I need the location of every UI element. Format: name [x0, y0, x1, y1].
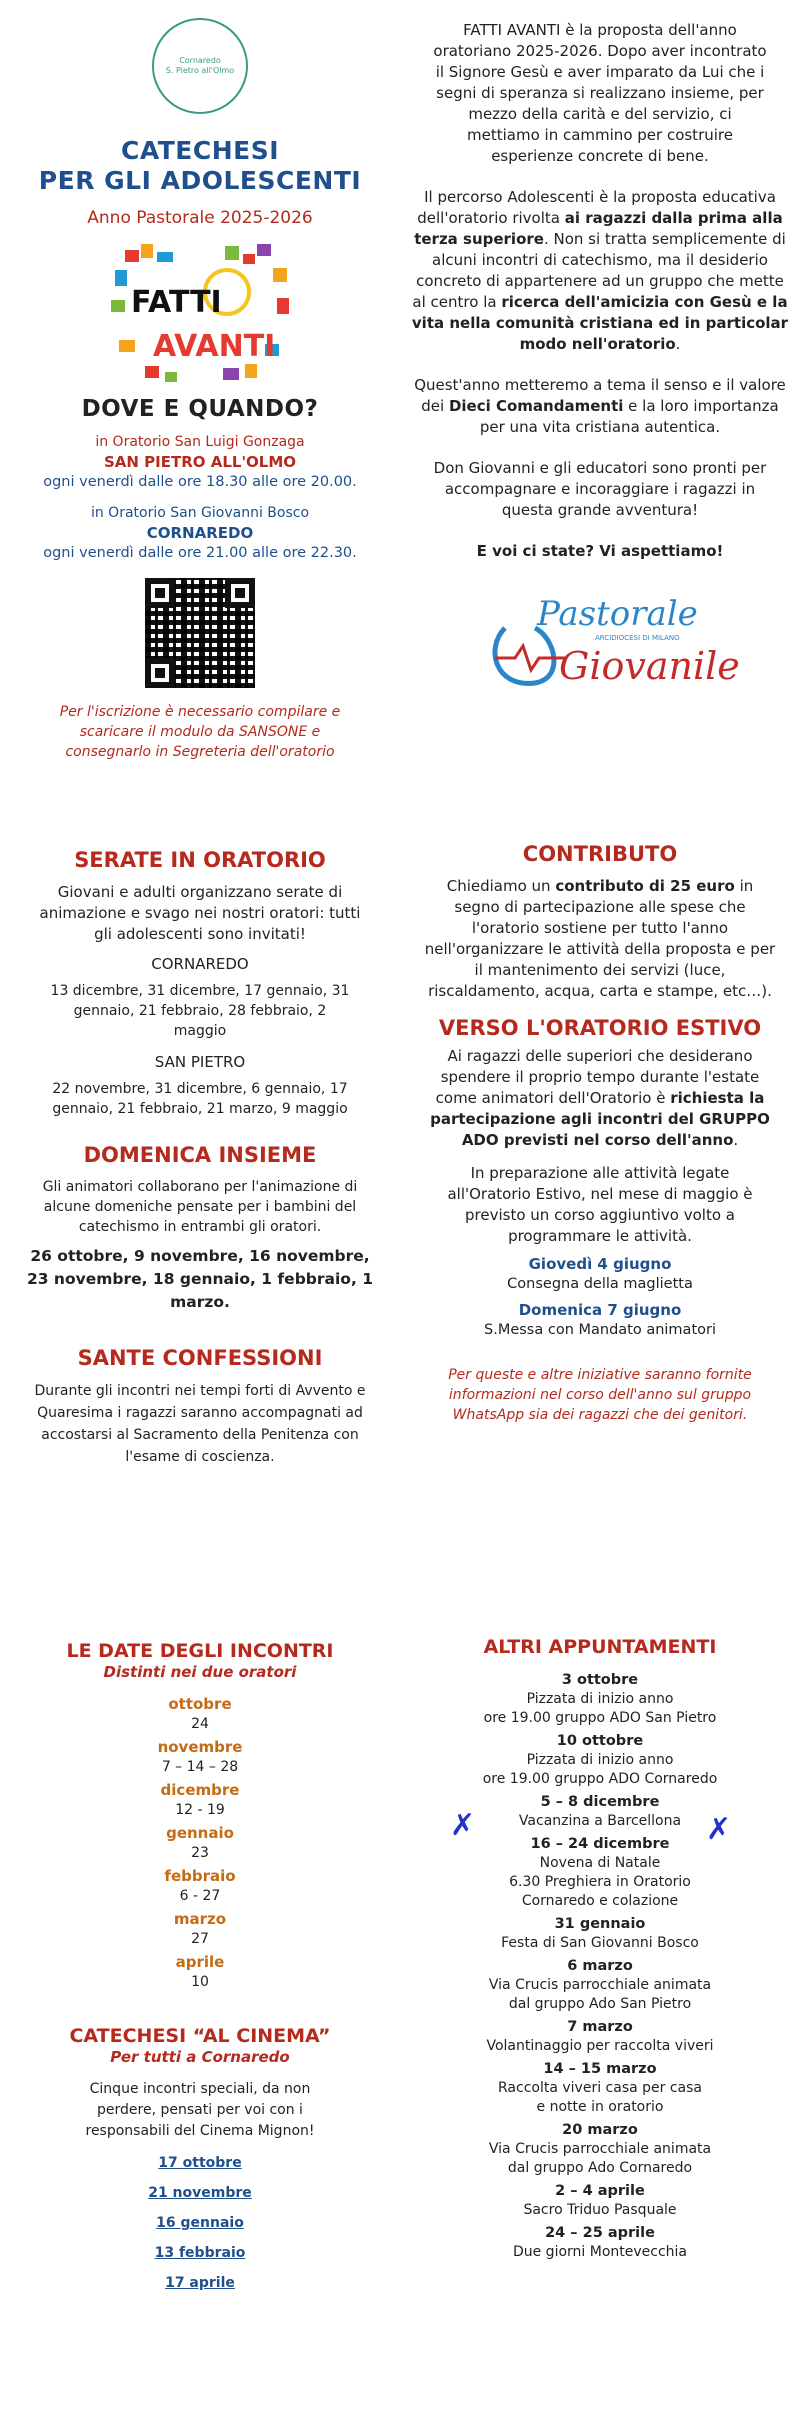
loc2-town: CORNAREDO [146, 524, 254, 542]
estivo-note: Per queste e altre iniziative saranno fornite informazioni nel corso dell'anno sul gruppo WhatsApp sia dei ragazzi che dei genitori. [448, 1367, 752, 1423]
estivo-e1-desc: Consegna della maglietta [507, 1276, 693, 1292]
intro-p4: Don Giovanni e gli educatori sono pronti per accompagnare e incoraggiare i ragazzi in questa grande avventura! [433, 459, 767, 519]
month-days: 7 – 14 – 28 [161, 1759, 239, 1775]
altri-section [410, 1636, 790, 2265]
cinema-date: 17 ottobre [158, 2155, 242, 2171]
month-days: 12 - 19 [175, 1802, 225, 1818]
intro-p2-c: . Non si tratta semplicemente di alcuni incontri di catechismo, ma il desiderio concreto di appartenere ad un gruppo che mette al centro la [412, 230, 786, 311]
intro-p3 [410, 375, 790, 438]
month-days: 27 [191, 1931, 209, 1947]
month-name: aprile [175, 1953, 225, 1971]
estivo-p1-b: richiesta la partecipazione agli incontri del GRUPPO ADO previsti nel corso dell'anno [430, 1089, 770, 1149]
cinema-subtitle: Per tutti a Cornaredo [110, 2048, 290, 2066]
iscrizione-note: Per l'iscrizione è necessario compilare e scaricare il modulo da SANSONE e consegnarlo in Segreteria dell'oratorio [59, 704, 341, 760]
altri-list [410, 1670, 790, 2262]
event-desc: Via Crucis parrocchiale animata dal gruppo Ado San Pietro [488, 1977, 712, 2012]
cinema-date: 13 febbraio [154, 2245, 246, 2261]
cinema-date: 16 gennaio [156, 2215, 244, 2231]
event-date: 3 ottobre [561, 1672, 639, 1688]
event-desc: Vacanzina a Barcellona [518, 1813, 682, 1829]
cinema-title: CATECHESI “AL CINEMA” [69, 2025, 331, 2047]
cinema-dates-list [20, 2148, 380, 2298]
event-date: 5 – 8 dicembre [540, 1794, 660, 1810]
community-logo [152, 18, 248, 114]
confessioni-text: Durante gli incontri nei tempi forti di Avvento e Quaresima i ragazzi saranno accompagnati ad accostarsi al Sacramento della Penitenza con l'esame di coscienza. [34, 1383, 366, 1465]
serate-sanpietro-dates: 22 novembre, 31 dicembre, 6 gennaio, 17 gennaio, 21 febbraio, 21 marzo, 9 maggio [52, 1081, 348, 1117]
event-desc: Due giorni Montevecchia [512, 2244, 688, 2260]
cinema-date: 17 aprile [165, 2275, 235, 2291]
fatti-avanti-logo [105, 240, 295, 390]
loc1-time: ogni venerdì dalle ore 18.30 alle ore 20.00. [43, 474, 357, 490]
domenica-dates: 26 ottobre, 9 novembre, 16 novembre, 23 novembre, 18 gennaio, 1 febbraio, 1 marzo. [26, 1247, 374, 1311]
handwritten-mark-left: ✗ [450, 1808, 476, 1843]
pg-line2: Giovanile [559, 644, 740, 688]
event-date: 2 – 4 aprile [555, 2183, 645, 2199]
estivo-title: VERSO L'ORATORIO ESTIVO [438, 1016, 762, 1040]
loc2-time: ogni venerdì dalle ore 21.00 alle ore 22.30. [43, 545, 357, 561]
month-days: 23 [191, 1845, 209, 1861]
intro-p2-d: ricerca dell'amicizia con Gesù e la vita nella comunità cristiana ed in particolar modo nell'oratorio [411, 293, 789, 353]
month-name: dicembre [160, 1781, 240, 1799]
serate-cornaredo-label: CORNAREDO [151, 955, 249, 973]
community-logo-text: Cornaredo S. Pietro all'Olmo [165, 56, 235, 75]
month-days: 10 [191, 1974, 209, 1990]
month-name: ottobre [168, 1695, 232, 1713]
confessioni-title: SANTE CONFESSIONI [77, 1346, 323, 1370]
months-list [20, 1694, 380, 1992]
contributo-text-a: Chiediamo un [446, 877, 556, 895]
intro-p2 [410, 187, 790, 355]
month-name: febbraio [164, 1867, 236, 1885]
event-desc: Volantinaggio per raccolta viveri [486, 2038, 714, 2054]
event-date: 31 gennaio [554, 1916, 646, 1932]
event-date: 20 marzo [562, 2122, 638, 2138]
estivo-e1-date: Giovedì 4 giugno [528, 1255, 672, 1273]
event-desc: Pizzata di inizio anno ore 19.00 gruppo ADO Cornaredo [482, 1752, 718, 1787]
domenica-title: DOMENICA INSIEME [83, 1143, 317, 1167]
event-date: 10 ottobre [556, 1733, 644, 1749]
intro-p3-b: Dieci Comandamenti [448, 397, 624, 415]
pg-line1: Pastorale [537, 594, 698, 634]
event-desc: Pizzata di inizio anno ore 19.00 gruppo ADO San Pietro [483, 1691, 717, 1726]
event-date: 6 marzo [567, 1958, 633, 1974]
estivo-p1 [410, 1046, 790, 1151]
event-desc: Novena di Natale 6.30 Preghiera in Oratorio Cornaredo e colazione [509, 1855, 691, 1909]
pastorale-giovanile-logo [475, 588, 740, 708]
fatti-avanti-logo-graphic [105, 240, 295, 390]
event-desc: Raccolta viveri casa per casa e notte in oratorio [498, 2080, 702, 2115]
month-days: 6 - 27 [179, 1888, 221, 1904]
event-date: 16 – 24 dicembre [530, 1836, 670, 1852]
serate-sanpietro-label: SAN PIETRO [154, 1053, 246, 1071]
cinema-text: Cinque incontri speciali, da non perdere, pensati per voi con i responsabili del Cinema Mignon! [85, 2081, 315, 2139]
page-title-line2: PER GLI ADOLESCENTI [38, 166, 362, 195]
date-incontri-title: LE DATE DEGLI INCONTRI [66, 1640, 334, 1662]
left-header-block [20, 18, 380, 762]
intro-p2-a: Il percorso Adolescenti è la proposta educativa dell'oratorio rivolta [417, 188, 776, 227]
intro-block [410, 20, 790, 708]
intro-p5: E voi ci state? Vi aspettiamo! [476, 542, 724, 560]
event-desc: Via Crucis parrocchiale animata dal gruppo Ado Cornaredo [488, 2141, 712, 2176]
contributo-title: CONTRIBUTO [522, 842, 678, 866]
loc1-place: in Oratorio San Luigi Gonzaga [95, 434, 305, 450]
page-title-line1: CATECHESI [120, 136, 280, 165]
event-desc: Festa di San Giovanni Bosco [501, 1935, 699, 1951]
intro-p2-b: ai ragazzi dalla prima alla terza superiore [414, 209, 783, 248]
month-name: novembre [157, 1738, 243, 1756]
intro-p3-c: e la loro importanza per una vita cristiana autentica. [479, 397, 779, 436]
estivo-p1-a: Ai ragazzi delle superiori che desiderano spendere il proprio tempo durante l'estate come animatori dell'Oratorio è [435, 1047, 760, 1107]
intro-p2-e: . [675, 335, 681, 353]
altri-title: ALTRI APPUNTAMENTI [483, 1636, 717, 1658]
date-incontri-section [20, 1640, 380, 2298]
qr-code[interactable] [145, 578, 255, 688]
contributo-text-c: in segno di partecipazione alle spese che l'oratorio sostiene per tutto l'anno nell'organizzare le attività della proposta e per il mantenimento dei servizi (luce, riscaldamento, acqua, carta e stampe, etc…). [424, 877, 776, 1000]
domenica-text: Gli animatori collaborano per l'animazione di alcune domeniche pensate per i bambini del catechismo in entrambi gli oratori. [42, 1179, 358, 1235]
serate-section [20, 848, 380, 1468]
contributo-section [410, 842, 790, 1425]
handwritten-mark-right: ✗ [706, 1812, 732, 1847]
estivo-e2-desc: S.Messa con Mandato animatori [484, 1322, 716, 1338]
month-name: gennaio [166, 1824, 234, 1842]
serate-title: SERATE IN ORATORIO [74, 848, 326, 872]
loc2-place: in Oratorio San Giovanni Bosco [90, 505, 310, 521]
serate-text: Giovani e adulti organizzano serate di animazione e svago nei nostri oratori: tutti gli adolescenti sono invitati! [39, 883, 361, 943]
contributo-text [410, 876, 790, 1002]
estivo-e2-date: Domenica 7 giugno [518, 1301, 682, 1319]
date-incontri-subtitle: Distinti nei due oratori [103, 1663, 297, 1681]
month-days: 24 [191, 1716, 209, 1732]
svg-text:FATTI: FATTI [131, 285, 222, 320]
serate-cornaredo-dates: 13 dicembre, 31 dicembre, 17 gennaio, 31 gennaio, 21 febbraio, 28 febbraio, 2 maggio [50, 983, 350, 1039]
month-name: marzo [173, 1910, 227, 1928]
estivo-p2: In preparazione alle attività legate all'Oratorio Estivo, nel mese di maggio è previsto un corso aggiuntivo volto a programmare le attività. [447, 1164, 753, 1245]
cinema-date: 21 novembre [148, 2185, 252, 2201]
intro-p1: FATTI AVANTI è la proposta dell'anno oratoriano 2025-2026. Dopo aver incontrato il Signore Gesù e aver imparato da Lui che i segni di speranza si realizzano insieme, per mezzo della carità e del servizio, ci mettiamo in cammino per costruire esperienze concrete di bene. [433, 21, 767, 165]
event-date: 14 – 15 marzo [543, 2061, 657, 2077]
svg-text:AVANTI: AVANTI [153, 329, 276, 364]
loc1-town: SAN PIETRO ALL'OLMO [103, 453, 297, 471]
event-date: 7 marzo [567, 2019, 633, 2035]
pg-sub: ARCIDIOCESI DI MILANO [595, 634, 680, 642]
intro-p3-a: Quest'anno metteremo a tema il senso e il valore dei [414, 376, 786, 415]
contributo-text-b: contributo di 25 euro [555, 877, 735, 895]
event-desc: Sacro Triduo Pasquale [523, 2202, 677, 2218]
estivo-p1-c: . [733, 1131, 739, 1149]
pastoral-year: Anno Pastorale 2025-2026 [87, 208, 313, 228]
dove-quando-title: DOVE E QUANDO? [81, 396, 319, 422]
event-date: 24 – 25 aprile [545, 2225, 655, 2241]
